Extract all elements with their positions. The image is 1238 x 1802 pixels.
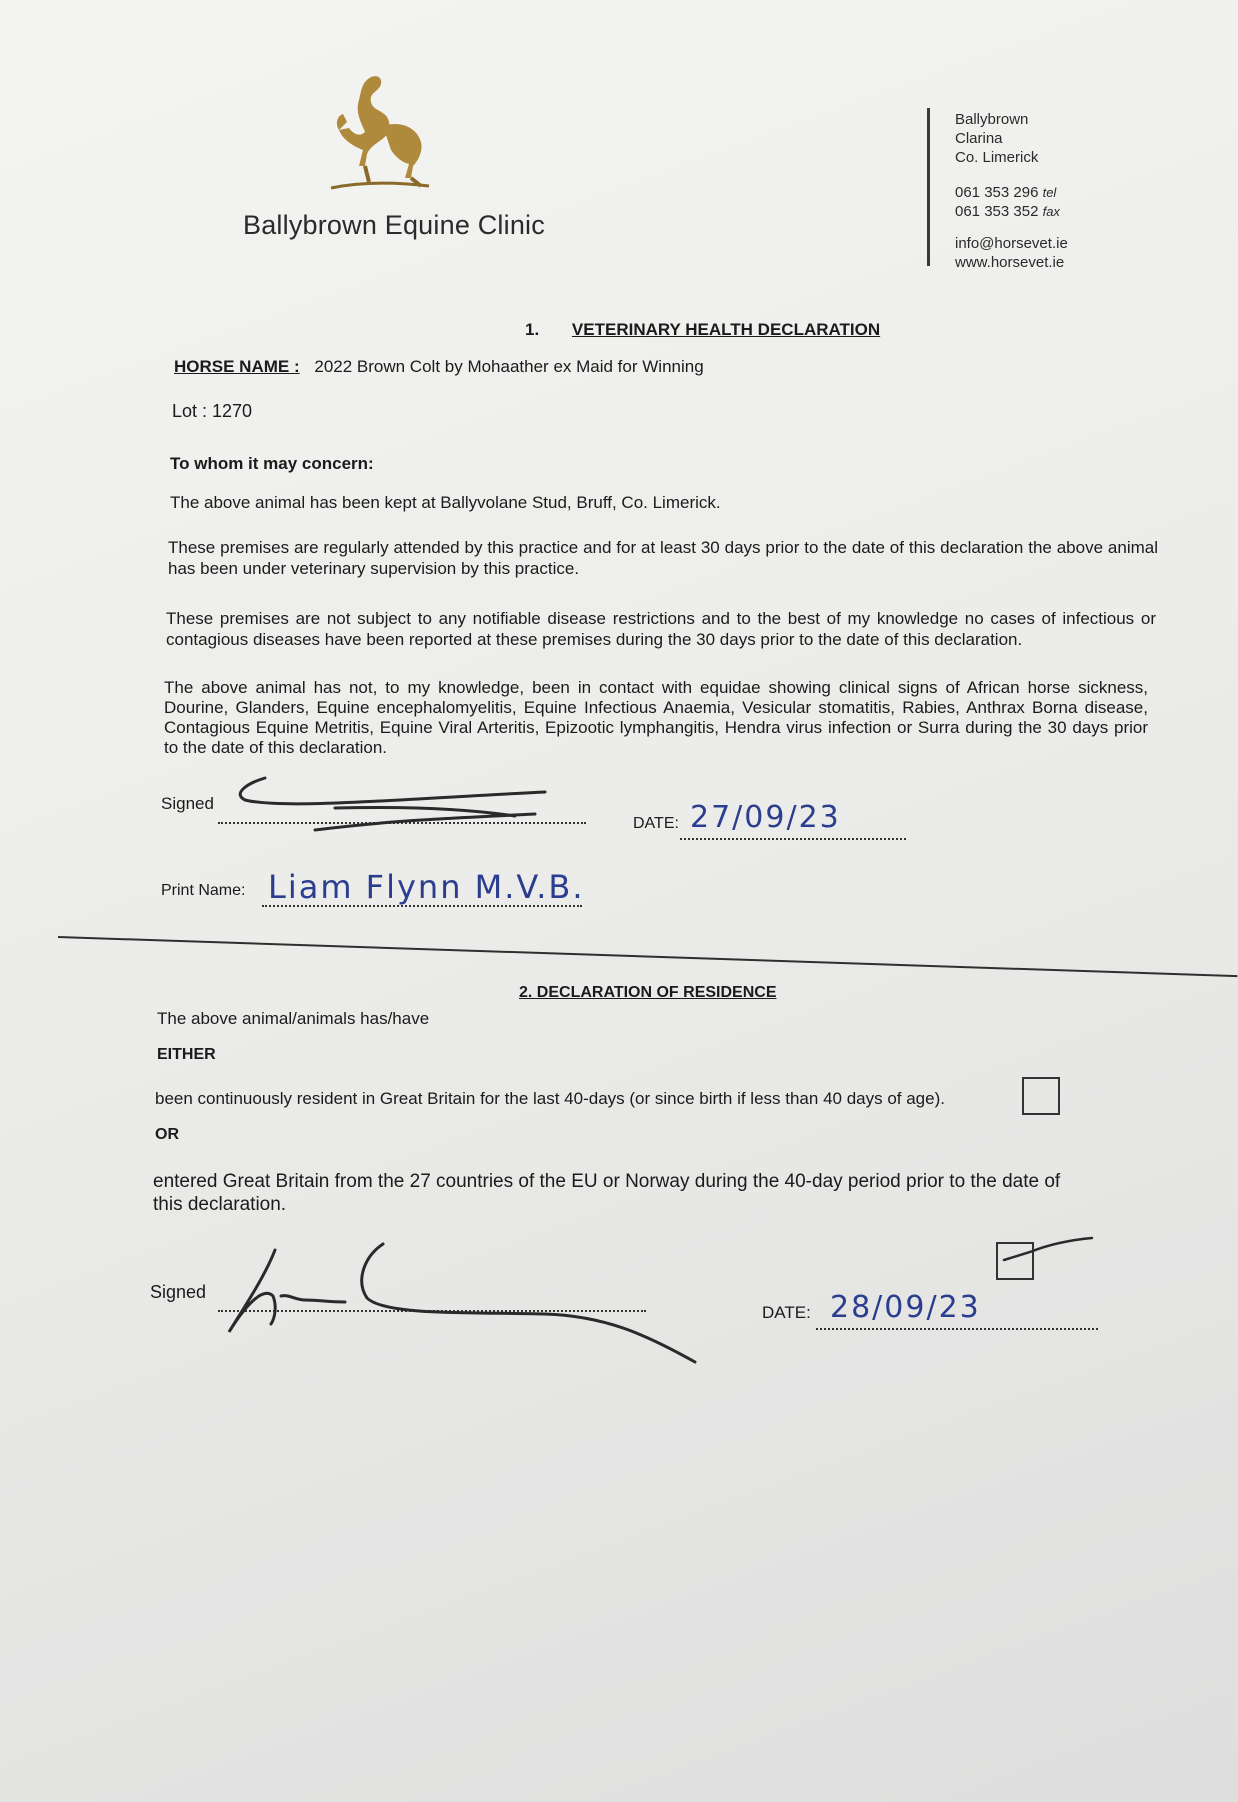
either-label: EITHER — [157, 1046, 216, 1063]
vet-signature-1 — [215, 770, 615, 840]
horse-name-label: HORSE NAME : — [174, 357, 300, 376]
website: www.horsevet.ie — [955, 254, 1065, 271]
date-label-1: DATE: — [633, 815, 679, 832]
date-value-2: 28/09/23 — [830, 1290, 981, 1325]
fax-line — [955, 202, 1060, 221]
paragraph-contact-equidae: The above animal has not, to my knowledge, been in contact with equidae showing clinical signs of African horse sickness, Dourine, Glanders, Equine encephalomyelitis, Equine Infectious Anaemia, Vesicular stomatitis, Rabies, Anthrax Borna disease, Contagious Equine Metritis, Equine Viral Arteritis, Epizootic lymphangitis, Hendra virus infection or Surra during the 30 days prior to the date of this declaration. — [164, 678, 1148, 757]
horse-name-value: 2022 Brown Colt by Mohaather ex Maid for Winning — [314, 357, 704, 376]
address-divider — [927, 108, 930, 266]
address-line-3: Co. Limerick — [955, 149, 1039, 166]
section1-heading — [525, 320, 880, 340]
section1-title: VETERINARY HEALTH DECLARATION — [571, 320, 881, 339]
option-resident: been continuously resident in Great Britain for the last 40-days (or since birth if less than 40 days of age). — [155, 1089, 945, 1108]
paragraph-premises-location: The above animal has been kept at Ballyvolane Stud, Bruff, Co. Limerick. — [170, 493, 721, 512]
section1-number: 1. — [525, 320, 540, 339]
fax-number: 061 353 352 — [955, 203, 1039, 220]
rearing-horse-logo-icon — [325, 70, 435, 200]
paragraph-supervision: These premises are regularly attended by this practice and for at least 30 days prior to the date of this declaration the above animal has been under veterinary supervision by this practice. — [168, 538, 1158, 578]
phone-line — [955, 183, 1056, 202]
print-name-value: Liam Flynn M.V.B. — [268, 868, 585, 906]
email: info@horsevet.ie — [955, 235, 1068, 252]
phone-label: tel — [1042, 185, 1057, 200]
signed-label-1: Signed — [161, 794, 214, 813]
option-resident-checkbox[interactable] — [1022, 1077, 1060, 1115]
date-label-2: DATE: — [762, 1303, 811, 1322]
horse-name-line — [174, 356, 704, 377]
fax-label: fax — [1042, 204, 1060, 219]
lot-number: Lot : 1270 — [172, 401, 253, 421]
section2-title: 2. DECLARATION OF RESIDENCE — [519, 984, 777, 1001]
date-line-2 — [816, 1328, 1098, 1330]
paragraph-disease-restrictions: These premises are not subject to any notifiable disease restrictions and to the best of my knowledge no cases of infectious or contagious diseases have been reported at these premises during the 30 days prior to the date of this declaration. — [166, 609, 1156, 649]
date-line-1 — [680, 838, 906, 840]
phone-number: 061 353 296 — [955, 184, 1039, 201]
signed-label-2: Signed — [150, 1282, 207, 1302]
clinic-name: Ballybrown Equine Clinic — [243, 210, 545, 240]
vet-signature-2 — [215, 1236, 735, 1366]
salutation: To whom it may concern: — [170, 454, 374, 473]
residence-intro: The above animal/animals has/have — [157, 1009, 430, 1028]
address-line-1: Ballybrown — [955, 111, 1029, 128]
or-label: OR — [155, 1126, 179, 1143]
address-line-2: Clarina — [955, 130, 1003, 147]
print-name-label: Print Name: — [161, 882, 246, 899]
section-divider — [58, 936, 1237, 977]
option-entered-eu: entered Great Britain from the 27 countries of the EU or Norway during the 40-day period prior to the date of this declaration. — [153, 1171, 1061, 1215]
date-value-1: 27/09/23 — [690, 800, 841, 835]
check-mark-icon — [1000, 1234, 1100, 1274]
